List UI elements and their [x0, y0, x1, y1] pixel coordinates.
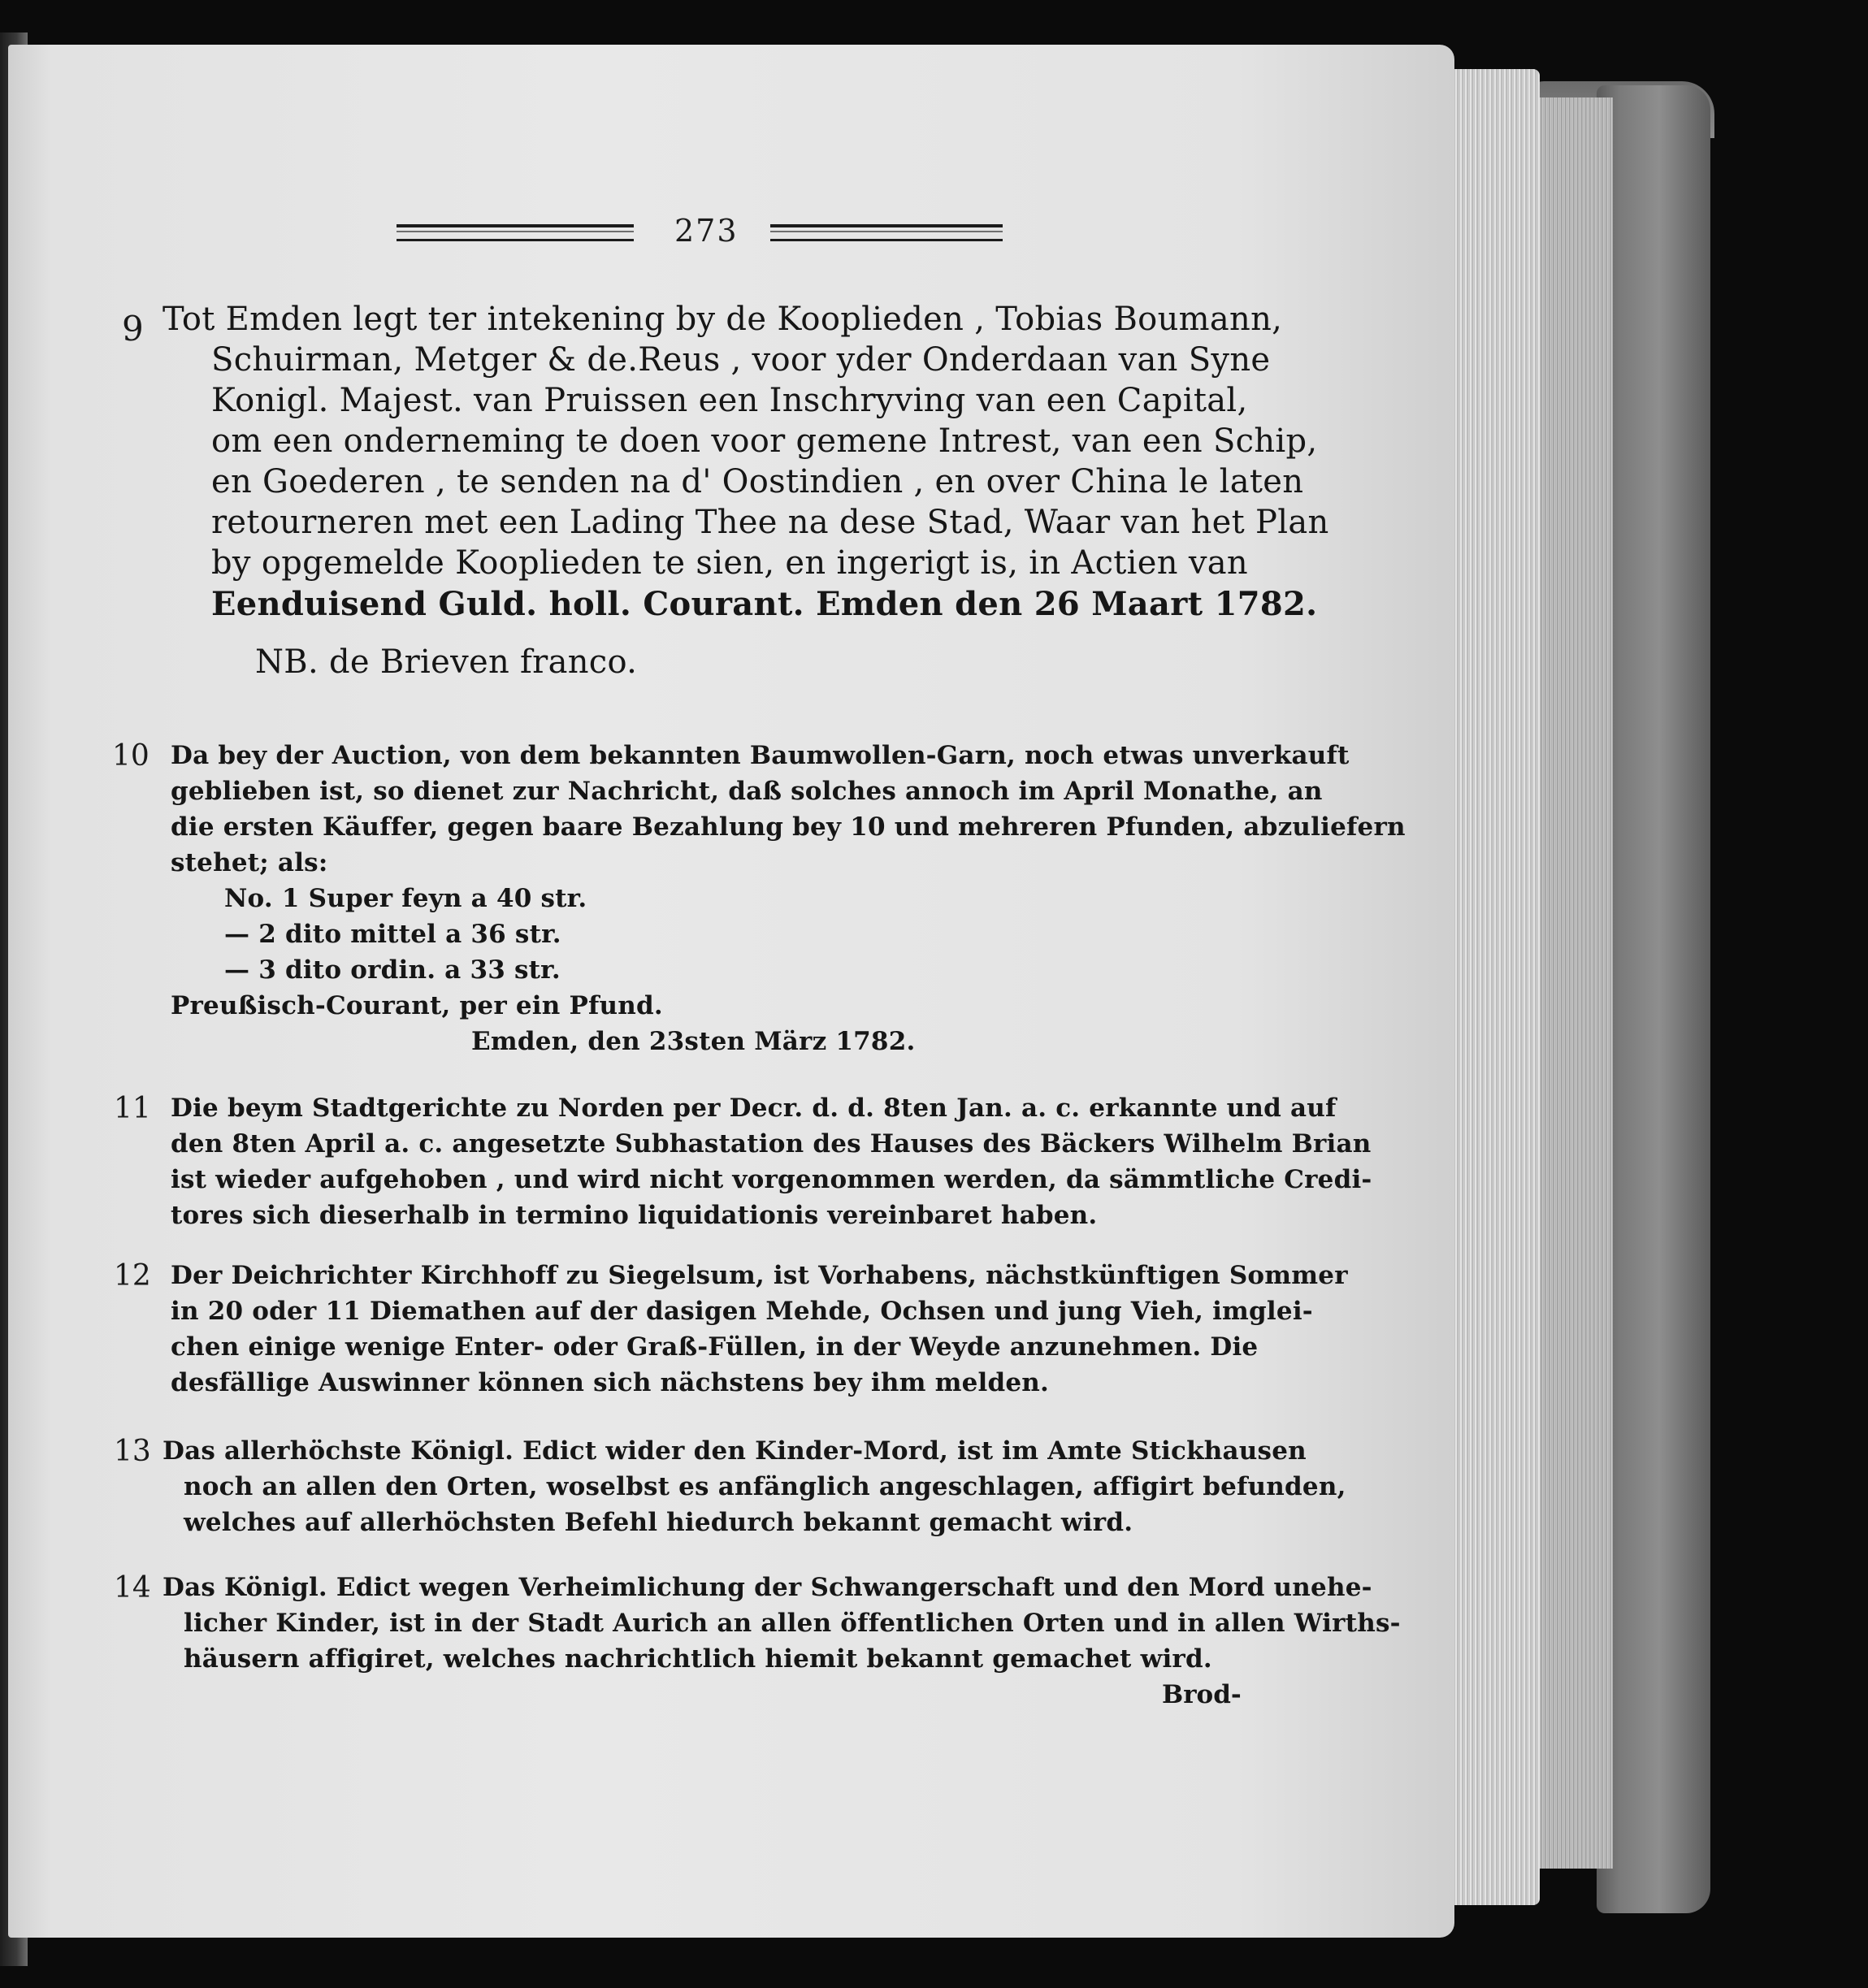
entry-number: 14	[114, 1571, 151, 1605]
entry-number: 12	[114, 1259, 151, 1293]
entry-line: retourneren met een Lading Thee na dese Stad, Waar van het Plan	[211, 504, 1329, 541]
entry-line: licher Kinder, ist in der Stadt Aurich an allen öffentlichen Orten und in allen Wirths-	[184, 1609, 1401, 1638]
entry-line: die ersten Käuffer, gegen baare Bezahlung bey 10 und mehreren Pfunden, abzuliefern	[171, 812, 1406, 842]
catchword: Brod-	[1162, 1680, 1242, 1709]
entry-line: den 8ten April a. c. angesetzte Subhastation des Hauses des Bäckers Wilhelm Brian	[171, 1129, 1372, 1159]
entry-line: No. 1 Super feyn a 40 str.	[224, 884, 587, 913]
entry-number: 10	[112, 739, 150, 773]
entry-line: ist wieder aufgehoben , und wird nicht vorgenommen werden, da sämmtliche Credi-	[171, 1165, 1372, 1194]
entry-line: Der Deichrichter Kirchhoff zu Siegelsum, ist Vorhabens, nächstkünftigen Sommer	[171, 1261, 1348, 1290]
entry-line: Konigl. Majest. van Pruissen een Inschryving van een Capital,	[211, 382, 1248, 419]
header-rule-left	[397, 224, 634, 241]
entry-line: Schuirman, Metger & de.Reus , voor yder Onderdaan van Syne	[211, 341, 1271, 379]
entry-line: NB. de Brieven franco.	[255, 643, 638, 681]
entry-line: noch an allen den Orten, woselbst es anfänglich angeschlagen, affigirt befunden,	[184, 1472, 1346, 1501]
entry-line: Da bey der Auction, von dem bekannten Baumwollen-Garn, noch etwas unverkauft	[171, 741, 1350, 770]
entry-line: Emden, den 23sten März 1782.	[471, 1027, 916, 1056]
page-number: 273	[674, 213, 739, 249]
entry-line: Preußisch-Courant, per ein Pfund.	[171, 991, 663, 1020]
entry-line: welches auf allerhöchsten Befehl hiedurch bekannt gemacht wird.	[184, 1508, 1133, 1537]
entry-line: geblieben ist, so dienet zur Nachricht, daß solches annoch im April Monathe, an	[171, 777, 1323, 806]
entry-line: om een onderneming te doen voor gemene Intrest, van een Schip,	[211, 422, 1318, 460]
entry-line: stehet; als:	[171, 848, 328, 877]
entry-line: Die beym Stadtgerichte zu Norden per Decr. d. d. 8ten Jan. a. c. erkannte und auf	[171, 1094, 1337, 1123]
entry-line: tores sich dieserhalb in termino liquidationis vereinbaret haben.	[171, 1201, 1098, 1230]
entry-line: desfällige Auswinner können sich nächstens bey ihm melden.	[171, 1368, 1050, 1397]
entry-line: — 3 dito ordin. a 33 str.	[224, 955, 561, 985]
entry-line: by opgemelde Kooplieden te sien, en ingerigt is, in Actien van	[211, 544, 1248, 582]
entry-line: Das allerhöchste Königl. Edict wider den Kinder-Mord, ist im Amte Stickhausen	[163, 1436, 1307, 1466]
page-stack-edge-outer	[1540, 97, 1613, 1869]
entry-line: häusern affigiret, welches nachrichtlich hiemit bekannt gemachet wird.	[184, 1644, 1212, 1674]
entry-line: — 2 dito mittel a 36 str.	[224, 920, 561, 949]
entry-line: en Goederen , te senden na d' Oostindien , en over China le laten	[211, 463, 1304, 500]
book-cover	[1597, 85, 1710, 1913]
entry-number: 9	[122, 309, 144, 349]
page-stack-edge	[1450, 69, 1540, 1905]
header-rule-right	[770, 224, 1003, 241]
entry-line: Tot Emden legt ter intekening by de Kooplieden , Tobias Boumann,	[163, 301, 1283, 338]
entry-number: 13	[114, 1435, 151, 1468]
entry-line: Eenduisend Guld. holl. Courant. Emden den 26 Maart 1782.	[211, 585, 1318, 623]
entry-line: Das Königl. Edict wegen Verheimlichung der Schwangerschaft und den Mord unehe-	[163, 1573, 1372, 1602]
entry-line: in 20 oder 11 Diemathen auf der dasigen Mehde, Ochsen und jung Vieh, imglei-	[171, 1297, 1313, 1326]
entry-number: 11	[114, 1092, 151, 1125]
entry-line: chen einige wenige Enter- oder Graß-Füllen, in der Weyde anzunehmen. Die	[171, 1332, 1259, 1362]
